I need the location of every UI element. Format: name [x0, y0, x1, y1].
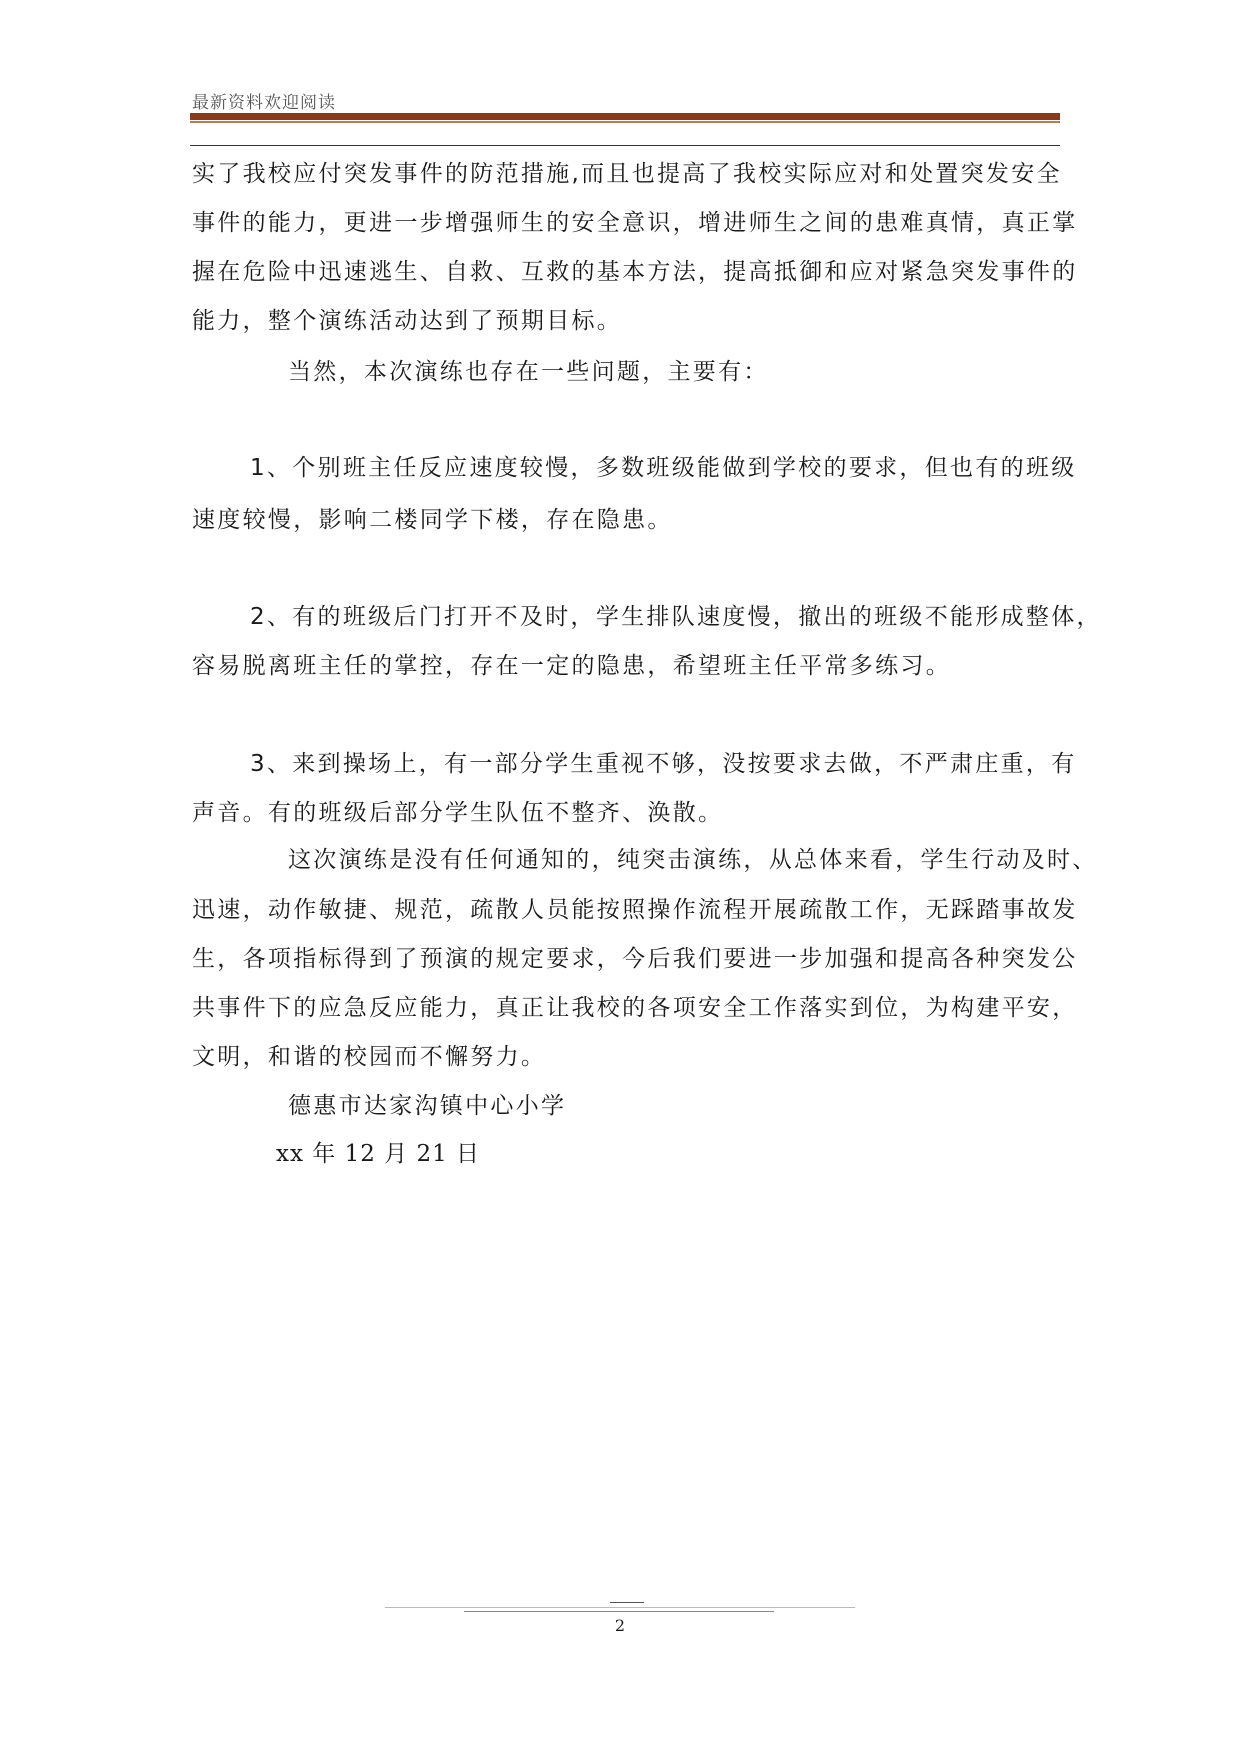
body-line: 文明，和谐的校园而不懈努力。: [192, 1044, 547, 1070]
list-item-1-line: 1、个别班主任反应速度较慢，多数班级能做到学校的要求，但也有的班级: [250, 455, 1077, 481]
body-line: 生，各项指标得到了预演的规定要求，今后我们要进一步加强和提高各种突发公: [192, 946, 1078, 972]
body-line: 能力，整个演练活动达到了预期目标。: [192, 308, 623, 334]
list-item-3-line: 声音。有的班级后部分学生队伍不整齐、涣散。: [192, 800, 724, 826]
signature-date: xx 年 12 月 21 日: [276, 1141, 481, 1167]
header-rule-thin: [190, 145, 1060, 146]
header-rule-thick: [190, 113, 1060, 120]
body-line: 实了我校应付突发事件的防范措施,而且也提高了我校实际应对和处置突发安全: [192, 161, 1062, 187]
body-line: 迅速，动作敏捷、规范，疏散人员能按照操作流程开展疏散工作，无踩踏事故发: [192, 897, 1078, 923]
body-line: 握在危险中迅速逃生、自救、互救的基本方法，提高抵御和应对紧急突发事件的: [192, 259, 1078, 285]
body-line: 事件的能力，更进一步增强师生的安全意识，增进师生之间的患难真情，真正掌: [192, 210, 1078, 236]
body-line: 共事件下的应急反应能力，真正让我校的各项安全工作落实到位，为构建平安，: [192, 995, 1078, 1021]
list-item-2-line: 2、有的班级后门打开不及时，学生排队速度慢，撤出的班级不能形成整体，: [250, 604, 1102, 630]
body-line: 这次演练是没有任何通知的，纯突击演练，从总体来看，学生行动及时、: [288, 847, 1098, 873]
list-item-1-line: 速度较慢，影响二楼同学下楼，存在隐患。: [192, 507, 673, 533]
list-item-3-line: 3、来到操场上，有一部分学生重视不够，没按要求去做，不严肃庄重，有: [250, 751, 1077, 777]
signature-org: 德惠市达家沟镇中心小学: [288, 1093, 567, 1119]
page-header: 最新资料欢迎阅读: [192, 93, 336, 113]
footer-rule: [385, 1607, 855, 1608]
list-item-2-line: 容易脱离班主任的掌控，存在一定的隐患，希望班主任平常多练习。: [192, 653, 951, 679]
footer-rule: [464, 1611, 774, 1612]
body-line: 当然，本次演练也存在一些问题，主要有：: [288, 359, 769, 385]
footer-rule-dash: [610, 1602, 644, 1603]
page-number: 2: [614, 1616, 626, 1635]
header-rule-accent: [190, 121, 1060, 123]
